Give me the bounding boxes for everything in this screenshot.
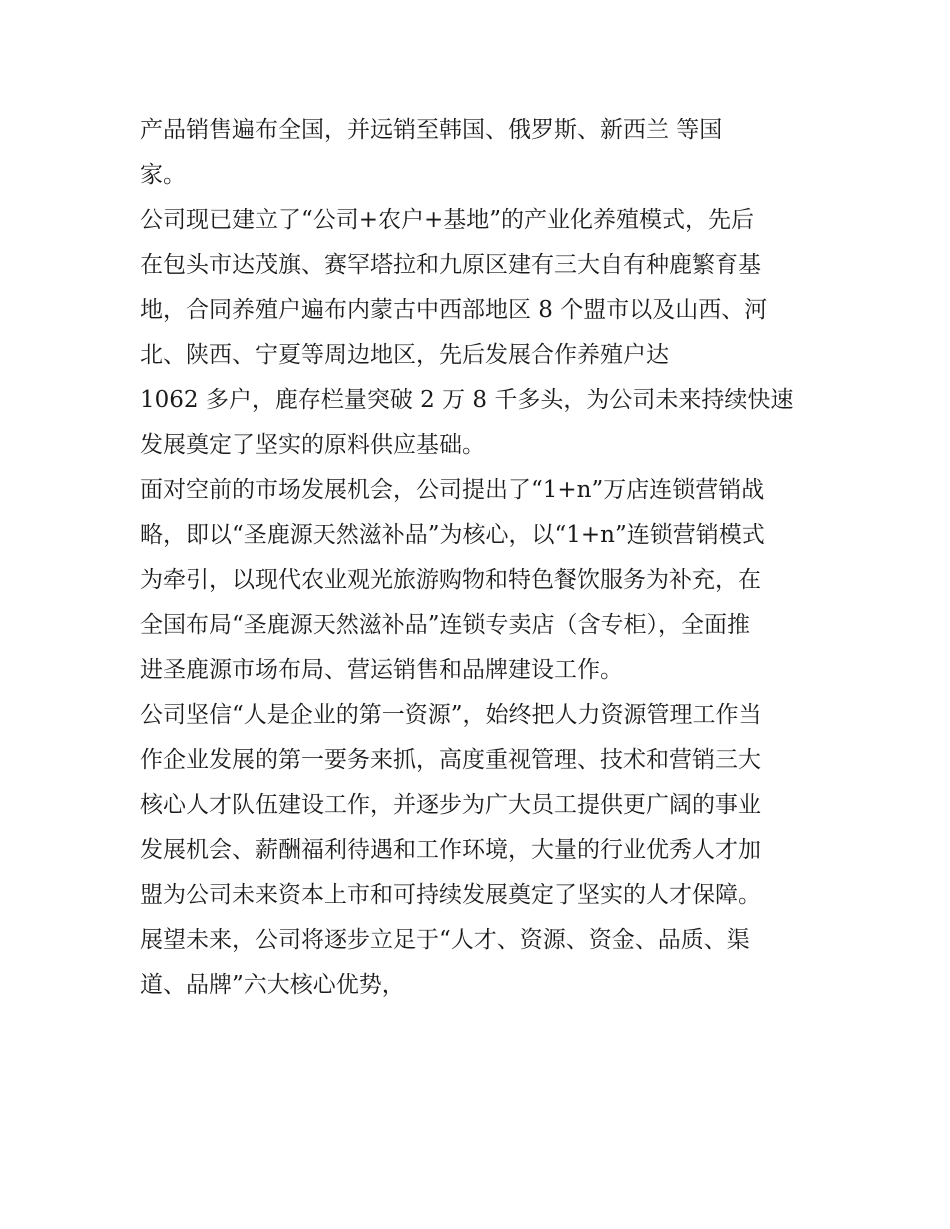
text-line: 家。 <box>140 162 186 188</box>
text-line: 进圣鹿源市场布局、营运销售和品牌建设工作。 <box>140 657 623 683</box>
text-line: 1062 多户，鹿存栏量突破 2 万 8 千多头，为公司未来持续快速 <box>140 387 794 413</box>
text-line: 在包头市达茂旗、赛罕塔拉和九原区建有三大自有种鹿繁育基 <box>140 252 761 278</box>
text-line: 盟为公司未来资本上市和可持续发展奠定了坚实的人才保障。 <box>140 882 761 908</box>
text-line: 发展机会、薪酬福利待遇和工作环境，大量的行业优秀人才加 <box>140 837 761 863</box>
text-line: 道、品牌”六大核心优势， <box>140 972 405 998</box>
document-body <box>140 108 830 1008</box>
text-line: 产品销售遍布全国，并远销至韩国、俄罗斯、新西兰 等国 <box>140 117 723 143</box>
text-line: 北、陕西、宁夏等周边地区，先后发展合作养殖户达 <box>140 342 669 368</box>
text-line: 面对空前的市场发展机会，公司提出了“1+n”万店连锁营销战 <box>140 477 765 503</box>
text-line: 全国布局“圣鹿源天然滋补品”连锁专卖店（含专柜），全面推 <box>140 612 751 638</box>
text-line: 公司坚信“人是企业的第一资源”，始终把人力资源管理工作当 <box>140 702 762 728</box>
text-line: 发展奠定了坚实的原料供应基础。 <box>140 432 485 458</box>
text-line: 略，即以“圣鹿源天然滋补品”为核心，以“1+n”连锁营销模式 <box>140 522 765 548</box>
text-line: 公司现已建立了“公司+农户+基地”的产业化养殖模式，先后 <box>140 207 755 233</box>
text-line: 地，合同养殖户遍布内蒙古中西部地区 8 个盟市以及山西、河 <box>140 297 768 323</box>
text-line: 作企业发展的第一要务来抓，高度重视管理、技术和营销三大 <box>140 747 761 773</box>
text-line: 核心人才队伍建设工作，并逐步为广大员工提供更广阔的事业 <box>140 792 761 818</box>
text-line: 为牵引，以现代农业观光旅游购物和特色餐饮服务为补充，在 <box>140 567 761 593</box>
text-line: 展望未来，公司将逐步立足于“人才、资源、资金、品质、渠 <box>140 927 750 953</box>
